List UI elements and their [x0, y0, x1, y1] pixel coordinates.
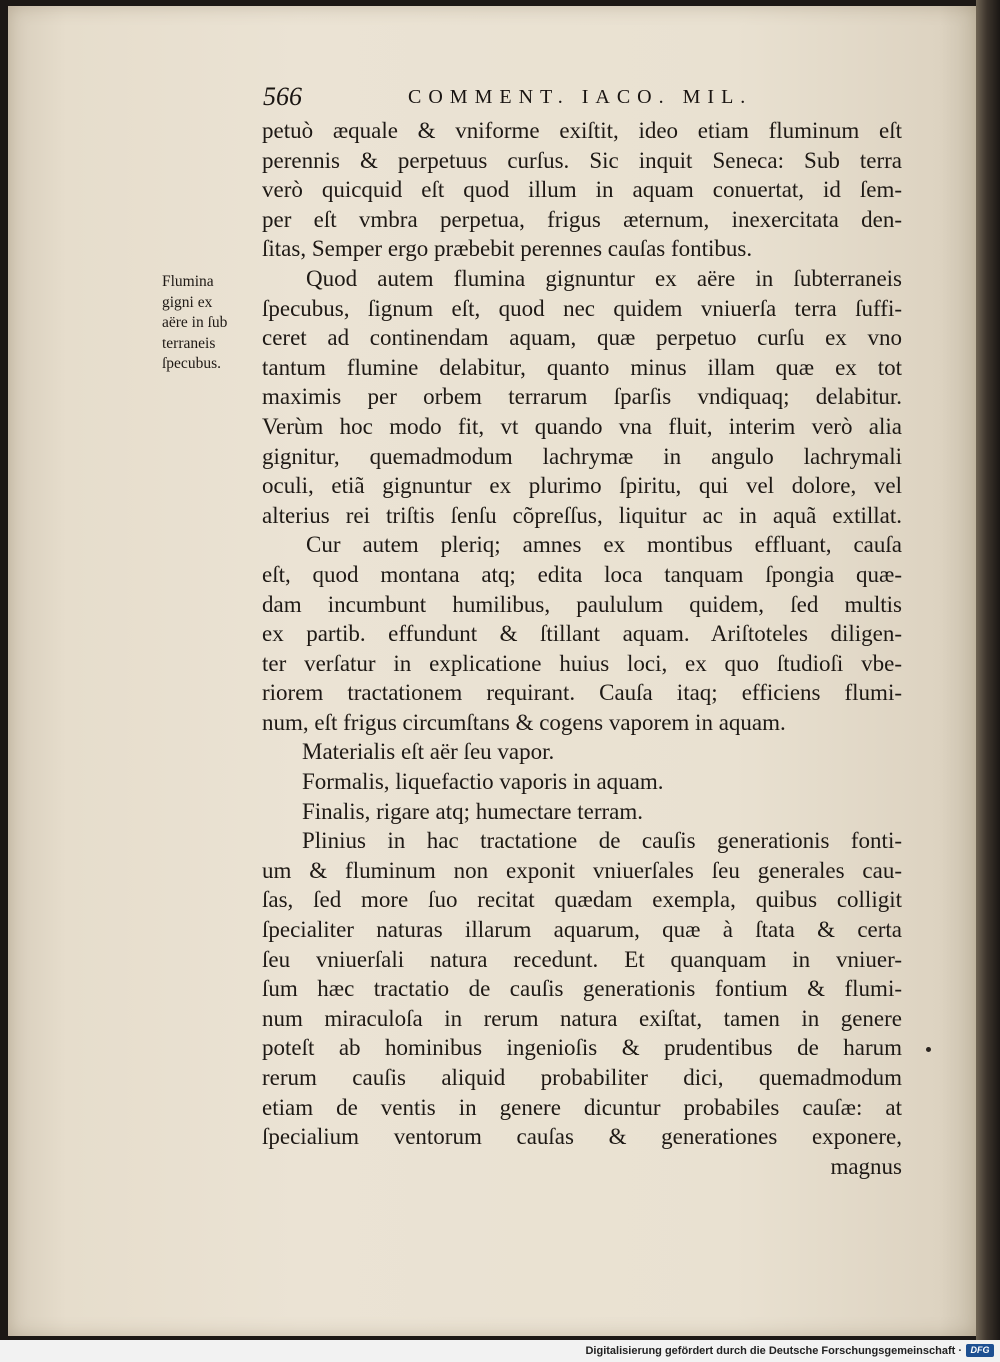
marginal-line: terraneis [162, 334, 216, 352]
text-line: num miraculoſa in rerum natura exiſtat, tamen in genere [262, 1005, 902, 1031]
text-line: ceret ad continendam aquam, quæ perpetuo curſu ex vno [262, 325, 902, 351]
marginal-line: aëre in ſub [162, 314, 228, 331]
text-line: ſitas, Semper ergo præbebit perennes cauſas fontibus. [262, 236, 753, 262]
text-line: poteſt ab hominibus ingenioſis & prudentibus de harum [262, 1035, 902, 1061]
text-line: per eſt vmbra perpetua, frigus æternum, inexercitata den- [262, 206, 902, 232]
text-line: num, eſt frigus circumſtans & cogens vaporem in aquam. [262, 709, 786, 735]
text-line: petuò æquale & vniforme exiſtit, ideo etiam fluminum eſt [262, 118, 902, 143]
text-line: ſpecialium ventorum cauſas & generationes exponere, [262, 1124, 902, 1150]
ink-spot [926, 1047, 931, 1052]
text-line: verò quicquid eſt quod illum in aquam conuertat, id ſem- [262, 177, 902, 203]
text-line: ſpecubus, ſignum eſt, quod nec quidem vniuerſa terra ſuffi- [262, 295, 902, 321]
main-text-block [262, 116, 902, 1181]
text-line: alterius rei triſtis ſenſu cõpreſſus, liquitur ac in aquã extillat. [262, 502, 902, 528]
text-line: perennis & perpetuus curſus. Sic inquit Seneca: Sub terra [262, 147, 902, 173]
text-line: riorem tractationem requirant. Cauſa itaq; efficiens flumi- [262, 680, 902, 706]
text-line: ex partib. effundunt & ſtillant aquam. Ariſtoteles diligen- [262, 621, 902, 647]
text-line: um & fluminum non exponit vniuerſales ſeu generales cau- [262, 857, 902, 883]
text-line: ſas, ſed more ſuo recitat quædam exempla, quibus colligit [262, 887, 902, 913]
marginal-line: gigni ex [162, 293, 213, 311]
text-line: ſeu vniuerſali natura recedunt. Et quanquam in vniuer- [262, 946, 902, 972]
running-head: COMMENT. IACO. MIL. [408, 86, 753, 108]
text-line: ſpecialiter naturas illarum aquarum, quæ à ſtata & certa [262, 917, 902, 943]
text-line: eſt, quod montana atq; edita loca tanquam ſpongia quæ- [262, 561, 902, 587]
text-line: maximis per orbem terrarum ſparſis vndiquaq; delabitur. [262, 384, 902, 410]
text-line: rerum cauſis aliquid probabiliter dici, quemadmodum [262, 1065, 902, 1090]
text-line: oculi, etiã gignuntur ex plurimo ſpiritu, qui vel dolore, vel [262, 473, 902, 499]
text-line: ſum hæc tractatio de cauſis generationis fontium & flumi- [262, 976, 902, 1002]
text-line: dam incumbunt humilibus, paululum quidem, ſed multis [262, 591, 902, 617]
marginal-line: Flumina [162, 273, 214, 290]
text-line: Finalis, rigare atq; humectare terram. [302, 798, 644, 824]
text-line: Formalis, liquefactio vaporis in aquam. [302, 769, 664, 795]
text-line: Quod autem flumina gignuntur ex aëre in ſubterraneis [306, 265, 902, 291]
page-number: 566 [263, 82, 302, 111]
text-line: ter verſatur in explicatione huius loci, ex quo ſtudioſi vbe- [262, 650, 902, 676]
text-line: etiam de ventis in genere dicuntur probabiles cauſæ: at [262, 1094, 902, 1120]
page-edge-shadow [976, 0, 1000, 1362]
funding-credit: Digitalisierung gefördert durch die Deutsche Forschungsgemeinschaft · [585, 1345, 962, 1357]
text-line: Verùm hoc modo fit, vt quando vna fluit, interim verò alia [262, 413, 902, 439]
marginal-line: ſpecubus. [162, 355, 221, 372]
marginal-note [162, 272, 262, 375]
dfg-logo-icon: DFG [966, 1344, 994, 1357]
catchword: magnus [830, 1153, 902, 1179]
text-line: Materialis eſt aër ſeu vapor. [302, 739, 555, 765]
text-line: Plinius in hac tractatione de cauſis generationis fonti- [302, 828, 902, 854]
text-line: tantum flumine delabitur, quanto minus illam quæ ex tot [262, 354, 902, 380]
text-line: Cur autem pleriq; amnes ex montibus effluant, cauſa [306, 532, 902, 558]
text-line: gignitur, quemadmodum lachrymæ in angulo lachrymali [262, 443, 902, 469]
